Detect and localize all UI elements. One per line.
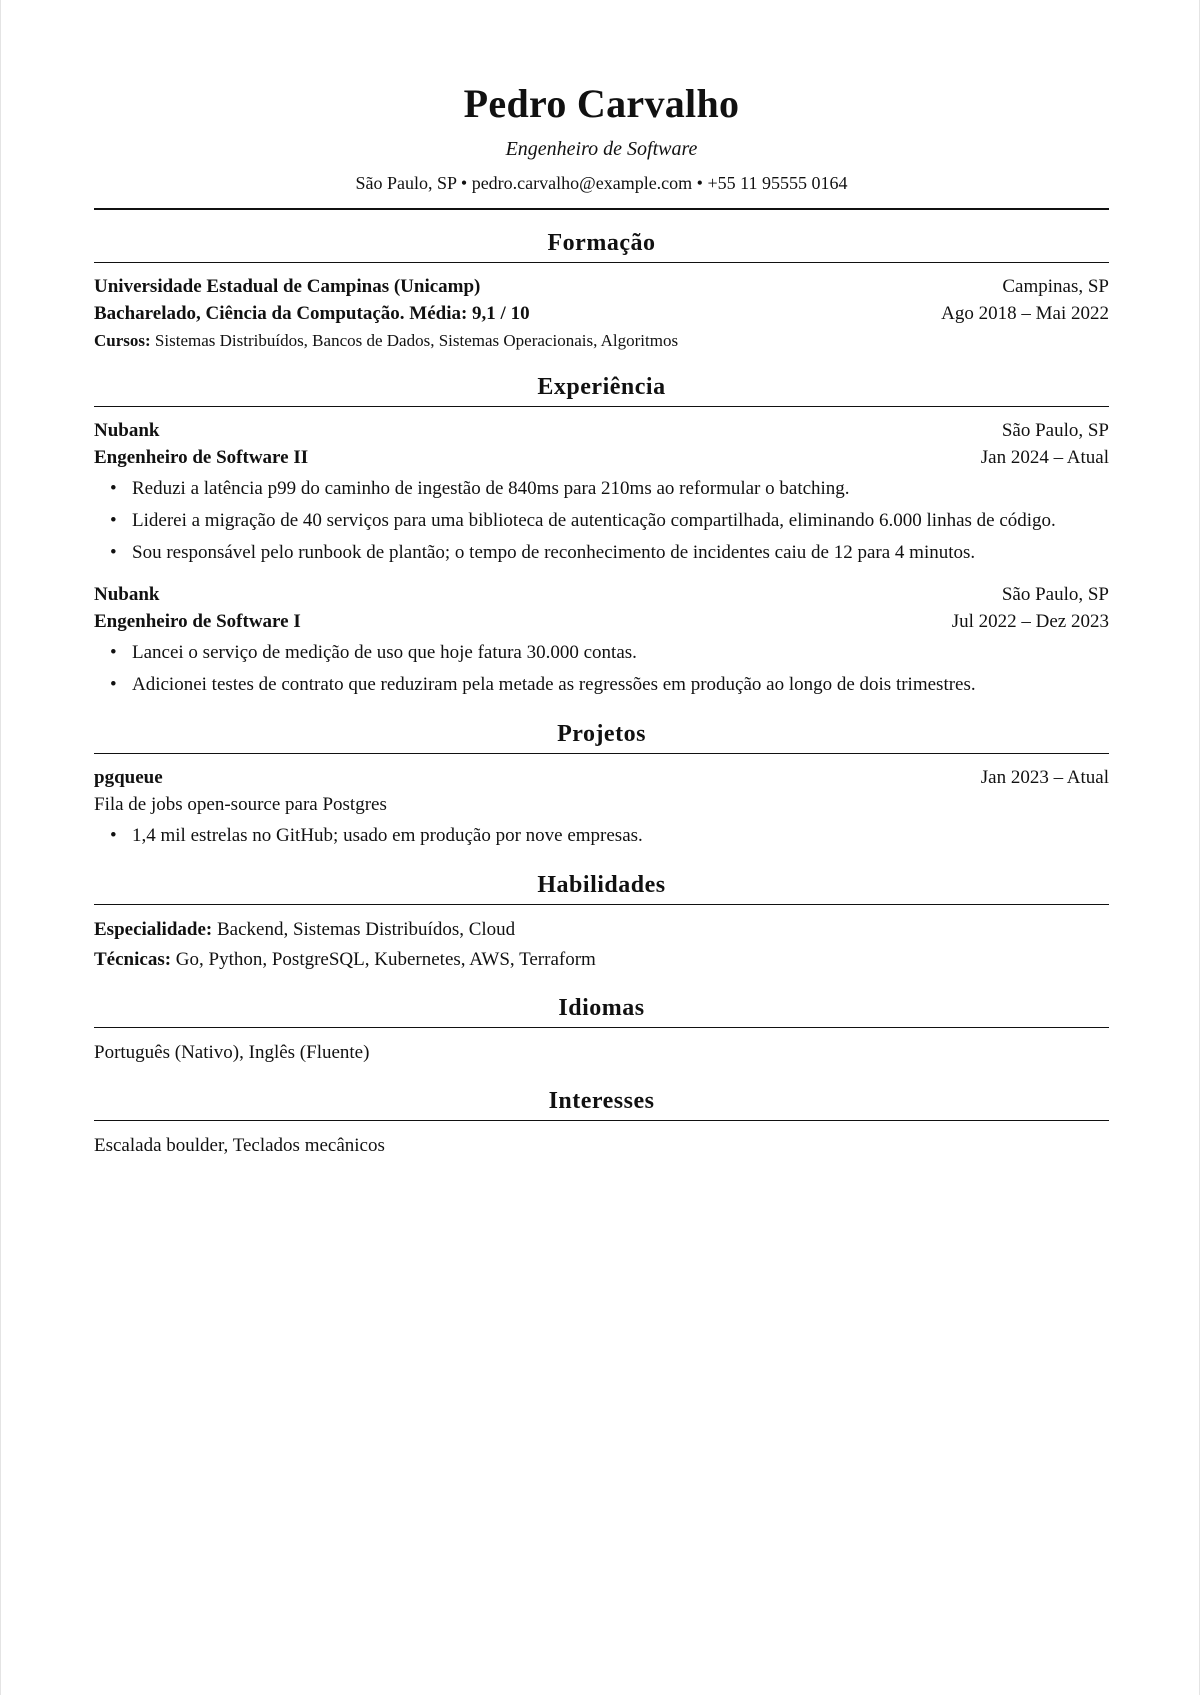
degree: Bacharelado, Ciência da Computação. Média: 9,1 / 10	[94, 303, 530, 324]
bullet-item	[94, 669, 1109, 701]
school-name: Universidade Estadual de Campinas (Unicamp)	[94, 276, 481, 297]
bullet-text: Reduzi a latência p99 do caminho de ingestão de 840ms para 210ms ao reformular o batching.	[132, 478, 850, 499]
skills-value: Go, Python, PostgreSQL, Kubernetes, AWS, Terraform	[175, 949, 596, 970]
skills-label: Técnicas:	[94, 949, 172, 970]
skills-label: Especialidade:	[94, 919, 213, 940]
bullet-icon: •	[110, 674, 117, 695]
contact-line: São Paulo, SP • pedro.carvalho@example.com • +55 11 95555 0164	[355, 173, 848, 193]
project-row	[94, 764, 1109, 791]
languages-section	[94, 989, 1109, 1068]
section-title-projects: Projetos	[94, 715, 1109, 754]
job-dates: Jan 2024 – Atual	[980, 447, 1109, 468]
section-title-education: Formação	[94, 224, 1109, 263]
section-title-languages: Idiomas	[94, 989, 1109, 1028]
section-title-interests: Interesses	[94, 1082, 1109, 1121]
bullet-item	[94, 637, 1109, 669]
bullet-icon: •	[110, 642, 117, 663]
courses-line	[94, 327, 1109, 354]
languages-text: Português (Nativo), Inglês (Fluente)	[94, 1042, 370, 1063]
bullet-text: Sou responsável pelo runbook de plantão; o tempo de reconhecimento de incidentes caiu de 12 para 4 minutos.	[132, 542, 976, 563]
education-dates: Ago 2018 – Mai 2022	[941, 303, 1109, 324]
interests-section	[94, 1082, 1109, 1161]
bullet-item	[94, 537, 1109, 569]
job-dates: Jul 2022 – Dez 2023	[951, 611, 1109, 632]
job-location: São Paulo, SP	[1001, 584, 1109, 605]
company-name: Nubank	[94, 420, 160, 441]
bullet-item	[94, 505, 1109, 537]
skills-line	[94, 915, 1109, 945]
candidate-name: Pedro Carvalho	[463, 81, 740, 126]
job-role: Engenheiro de Software II	[94, 447, 309, 468]
section-title-skills: Habilidades	[94, 866, 1109, 905]
skills-line	[94, 945, 1109, 975]
bullet-item	[94, 820, 1109, 852]
resume-content	[94, 76, 1109, 1161]
interests-text: Escalada boulder, Teclados mecânicos	[94, 1135, 385, 1156]
education-row-school	[94, 273, 1109, 300]
bullet-icon: •	[110, 478, 117, 499]
bullet-text: Liderei a migração de 40 serviços para uma biblioteca de autenticação compartilhada, eliminando 6.000 linhas de código.	[132, 510, 1056, 531]
experience-row-company	[94, 581, 1109, 608]
education-row-degree	[94, 300, 1109, 327]
project-description: Fila de jobs open-source para Postgres	[94, 794, 387, 815]
project-name: pgqueue	[94, 767, 163, 788]
project-description-row	[94, 791, 1109, 818]
candidate-headline: Engenheiro de Software	[505, 138, 698, 160]
bullet-text: Lancei o serviço de medição de uso que hoje fatura 30.000 contas.	[132, 642, 637, 663]
skills-section	[94, 866, 1109, 975]
projects-section	[94, 715, 1109, 852]
job-bullets	[94, 473, 1109, 569]
project-dates: Jan 2023 – Atual	[980, 767, 1109, 788]
resume-header	[94, 76, 1109, 210]
bullet-icon: •	[110, 825, 117, 846]
skills-value: Backend, Sistemas Distribuídos, Cloud	[216, 919, 516, 940]
courses-label: Cursos:	[94, 331, 151, 350]
section-title-experience: Experiência	[94, 368, 1109, 407]
bullet-icon: •	[110, 510, 117, 531]
school-location: Campinas, SP	[1002, 276, 1109, 297]
experience-entry	[94, 417, 1109, 569]
experience-row-role	[94, 444, 1109, 471]
experience-section	[94, 368, 1109, 701]
project-entry	[94, 764, 1109, 852]
project-bullets	[94, 820, 1109, 852]
experience-row-company	[94, 417, 1109, 444]
experience-entry	[94, 581, 1109, 701]
bullet-text: Adicionei testes de contrato que reduziram pela metade as regressões em produção ao longo de dois trimestres.	[132, 674, 976, 695]
header-divider	[94, 208, 1109, 210]
job-role: Engenheiro de Software I	[94, 611, 301, 632]
bullet-text: 1,4 mil estrelas no GitHub; usado em produção por nove empresas.	[132, 825, 643, 846]
bullet-icon: •	[110, 542, 117, 563]
company-name: Nubank	[94, 584, 160, 605]
job-bullets	[94, 637, 1109, 701]
courses-list: Sistemas Distribuídos, Bancos de Dados, Sistemas Operacionais, Algoritmos	[154, 331, 679, 350]
experience-row-role	[94, 608, 1109, 635]
job-location: São Paulo, SP	[1001, 420, 1109, 441]
education-section	[94, 224, 1109, 354]
bullet-item	[94, 473, 1109, 505]
